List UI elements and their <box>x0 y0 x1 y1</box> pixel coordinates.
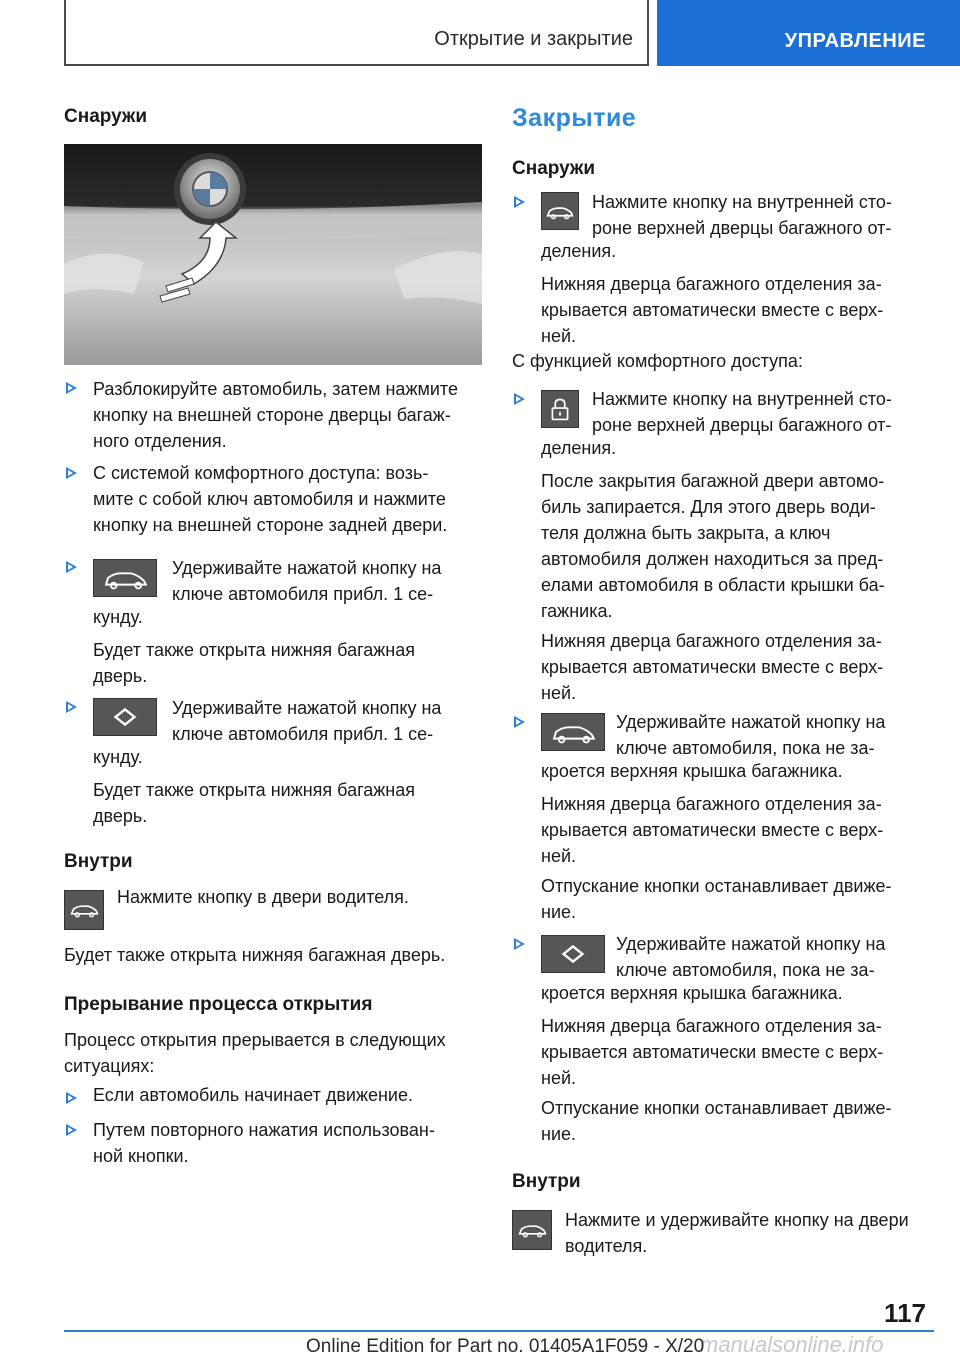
interrupt-text <box>64 1027 446 1079</box>
text-line: крывается автоматически вместе с верх- <box>541 657 884 677</box>
text-line: Нижняя дверца багажного отделения за- <box>541 631 882 651</box>
text-line: Нажмите и удерживайте кнопку на двери <box>565 1210 909 1230</box>
text-line: Удерживайте нажатой кнопку на <box>172 558 442 578</box>
text-line: кроется верхняя крышка багажника. <box>541 761 843 781</box>
text-line: ние. <box>541 902 577 922</box>
text-line: крывается автоматически вместе с верх- <box>541 1042 884 1062</box>
close-note-1 <box>541 271 883 349</box>
text-line: ней. <box>541 1068 577 1088</box>
bullet-key-hold-text <box>172 555 441 607</box>
text-line: Нижняя дверца багажного отделения за- <box>541 1016 882 1036</box>
close-note-2b <box>541 628 883 706</box>
text-line: Удерживайте нажатой кнопку на <box>616 712 886 732</box>
close-note-3b <box>541 873 892 925</box>
bullet-marker <box>66 701 77 713</box>
lock-button-icon <box>541 390 579 428</box>
bullet-marker <box>514 716 525 728</box>
bullet-unlock <box>93 376 458 454</box>
text-line: ключе автомобиля, пока не за- <box>616 738 875 758</box>
comfort-access-label: С функцией комфортного доступа: <box>512 351 803 371</box>
trunk-photo <box>64 144 482 365</box>
text-line: Процесс открытия прерывается в следующих <box>64 1030 446 1050</box>
text-line: кунду. <box>93 747 143 767</box>
close-note-2 <box>541 468 885 624</box>
text-line: Отпускание кнопки останавливает движе- <box>541 1098 892 1118</box>
text-line: ного отделения. <box>93 431 227 451</box>
closing-inside-text <box>565 1207 909 1259</box>
text-line: Будет также открыта нижняя багажная <box>93 780 415 800</box>
text-line: деления. <box>541 438 617 458</box>
text-line: Удерживайте нажатой кнопку на <box>616 934 886 954</box>
close-bullet-1 <box>592 189 892 241</box>
bullet-marker <box>66 561 77 573</box>
text-line: Отпускание кнопки останавливает движе- <box>541 876 892 896</box>
text-line: ситуациях: <box>64 1056 155 1076</box>
page-number: 117 <box>884 1298 926 1328</box>
text-line: Нажмите кнопку на внутренней сто- <box>592 389 892 409</box>
close-note-3 <box>541 791 883 869</box>
text-line: кнопку на внешней стороне задней двери. <box>93 515 448 535</box>
chapter-title: УПРАВЛЕНИЕ <box>784 30 926 52</box>
bullet-marker <box>66 1124 77 1136</box>
text-line: мите с собой ключ автомобиля и нажмите <box>93 489 446 509</box>
bullet-key-hold-text-2 <box>172 695 441 747</box>
bullet-marker <box>66 382 77 394</box>
inside-text: Нажмите кнопку в двери водителя. <box>117 887 409 907</box>
bullet-comfort-access <box>93 460 447 538</box>
bullet-marker <box>514 196 525 208</box>
text-line: ключе автомобиля, пока не за- <box>616 960 875 980</box>
text-line: Нижняя дверца багажного отделения за- <box>541 794 882 814</box>
inside-heading: Внутри <box>64 851 133 872</box>
text-line: дверь. <box>93 806 148 826</box>
text-line: Нижняя дверца багажного отделения за- <box>541 274 882 294</box>
text-line: кнопку на внешней стороне дверцы багаж- <box>93 405 451 425</box>
door-trunk-button-icon <box>512 1210 552 1250</box>
text-line: ней. <box>541 326 577 346</box>
text-line: роне верхней дверцы багажного от- <box>592 415 892 435</box>
text-line: ключе автомобиля прибл. 1 се- <box>172 724 434 744</box>
close-bullet-4 <box>616 931 885 983</box>
close-bullet-2 <box>592 386 892 438</box>
text-line: ней. <box>541 683 577 703</box>
closing-title: Закрытие <box>512 104 637 132</box>
interrupt-item-2 <box>93 1117 435 1169</box>
key-trunk-button-icon <box>93 559 157 597</box>
text-line: Удерживайте нажатой кнопку на <box>172 698 442 718</box>
text-line: ной кнопки. <box>93 1146 189 1166</box>
section-title: Открытие и закрытие <box>434 28 633 50</box>
bullet-note-2 <box>93 777 415 829</box>
bullet-marker <box>514 938 525 950</box>
key-diamond-button-icon <box>93 698 157 736</box>
text-line: гажника. <box>541 601 613 621</box>
text-line: деления. <box>541 241 617 261</box>
key-diamond-button-icon <box>541 935 605 973</box>
bullet-note <box>93 637 415 689</box>
interrupt-heading: Прерывание процесса открытия <box>64 994 373 1015</box>
door-trunk-button-icon <box>64 890 104 930</box>
text-line: С системой комфортного доступа: возь- <box>93 463 429 483</box>
inside-note: Будет также открыта нижняя багажная дверь. <box>64 945 446 965</box>
text-line: автомобиля должен находиться за пред- <box>541 549 884 569</box>
edition-footer: Online Edition for Part no. 01405A1F059 - X/20 <box>306 1336 705 1357</box>
header-section-box <box>64 0 649 66</box>
close-bullet-3 <box>616 709 885 761</box>
text-line: После закрытия багажной двери автомо- <box>541 471 885 491</box>
trunk-image <box>64 144 482 365</box>
text-line: биль запирается. Для этого дверь води- <box>541 497 876 517</box>
bullet-marker <box>66 1092 77 1104</box>
text-line: ключе автомобиля прибл. 1 се- <box>172 584 434 604</box>
text-line: водителя. <box>565 1236 648 1256</box>
text-line: Будет также открыта нижняя багажная <box>93 640 415 660</box>
tailgate-button-icon <box>541 192 579 230</box>
key-trunk-button-icon <box>541 713 605 751</box>
closing-outside-heading: Снаружи <box>512 158 596 179</box>
bullet-marker <box>514 393 525 405</box>
close-note-4 <box>541 1013 883 1091</box>
text-line: ние. <box>541 1124 577 1144</box>
outside-heading: Снаружи <box>64 106 148 127</box>
bullet-marker <box>66 467 77 479</box>
text-line: дверь. <box>93 666 148 686</box>
chapter-tab <box>657 0 960 66</box>
text-line: Нажмите кнопку на внутренней сто- <box>592 192 892 212</box>
text-line: елами автомобиля в области крышки ба- <box>541 575 885 595</box>
text-line: Путем повторного нажатия использован- <box>93 1120 435 1140</box>
text-line: крывается автоматически вместе с верх- <box>541 820 884 840</box>
interrupt-item-1: Если автомобиль начинает движение. <box>93 1085 414 1105</box>
text-line: роне верхней дверцы багажного от- <box>592 218 892 238</box>
text-line: ней. <box>541 846 577 866</box>
text-line: Разблокируйте автомобиль, затем нажмите <box>93 379 458 399</box>
text-line: кунду. <box>93 607 143 627</box>
close-note-4b <box>541 1095 892 1147</box>
text-line: кроется верхняя крышка багажника. <box>541 983 843 1003</box>
watermark: manualsonline.info <box>700 1332 884 1357</box>
text-line: крывается автоматически вместе с верх- <box>541 300 884 320</box>
closing-inside-heading: Внутри <box>512 1171 581 1192</box>
text-line: теля должна быть закрыта, а ключ <box>541 523 831 543</box>
